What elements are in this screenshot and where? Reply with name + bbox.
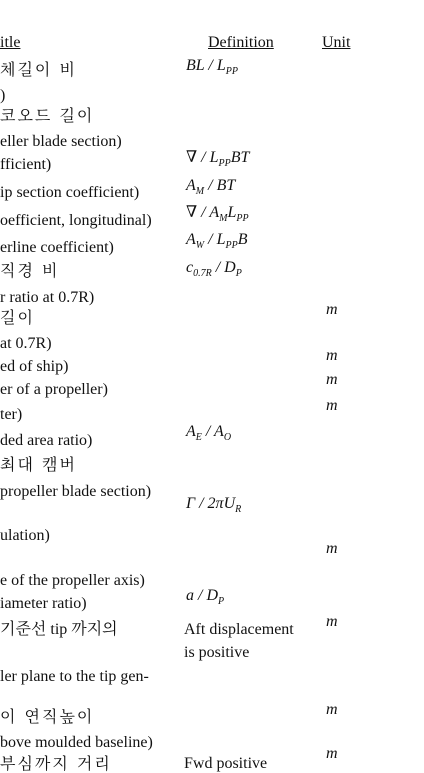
definition-main: Γ / 2πU bbox=[186, 495, 236, 512]
definition-bl-lpp bbox=[186, 58, 238, 77]
definition-tail: / BT bbox=[204, 177, 236, 194]
definition-area-ratio bbox=[186, 424, 231, 443]
definition-subscript: PP bbox=[225, 240, 238, 252]
definition-subscript: P bbox=[235, 268, 242, 280]
row-text: at 0.7R) bbox=[0, 335, 52, 352]
definition-subscript: PP bbox=[218, 158, 231, 170]
definition-main: ∇ / L bbox=[186, 149, 219, 166]
header-unit: Unit bbox=[322, 34, 351, 51]
row-text: ed of ship) bbox=[0, 358, 69, 375]
row-text: eller blade section) bbox=[0, 133, 122, 150]
row-text: ulation) bbox=[0, 527, 50, 544]
row-text: ler plane to the tip gen- bbox=[0, 668, 149, 685]
definition-tail: BT bbox=[230, 149, 250, 166]
definition-chord-ratio bbox=[186, 260, 242, 279]
row-text: iameter ratio) bbox=[0, 595, 87, 612]
definition-main: a / D bbox=[186, 587, 218, 604]
unit-m: m bbox=[326, 301, 338, 318]
unit-m: m bbox=[326, 613, 338, 630]
definition-hub-ratio bbox=[186, 588, 224, 607]
row-text: 최대 캠버 bbox=[0, 455, 77, 474]
row-text: 체길이 비 bbox=[0, 60, 77, 79]
definition-subscript: 0.7R bbox=[193, 268, 212, 280]
definition-circulation bbox=[186, 496, 241, 515]
unit-m: m bbox=[326, 397, 338, 414]
unit-m: m bbox=[326, 745, 338, 762]
row-text: 이 연직높이 bbox=[0, 707, 95, 726]
definition-main: BL / L bbox=[186, 57, 226, 74]
definition-subscript: E bbox=[195, 432, 202, 444]
definition-tail: / D bbox=[211, 259, 236, 276]
definition-main: A bbox=[186, 423, 196, 440]
row-text: ded area ratio) bbox=[0, 432, 93, 449]
definition-subscript: P bbox=[218, 596, 225, 608]
row-text: er of a propeller) bbox=[0, 381, 108, 398]
definition-fwd-positive: Fwd positive bbox=[184, 755, 268, 772]
definition-tail: / L bbox=[204, 231, 226, 248]
definition-subscript: W bbox=[195, 240, 205, 252]
definition-subscript: R bbox=[235, 504, 242, 516]
row-text: ) bbox=[0, 87, 6, 104]
row-text: fficient) bbox=[0, 156, 52, 173]
row-text: 부심까지 거리 bbox=[0, 754, 112, 773]
unit-m: m bbox=[326, 347, 338, 364]
definition-tail: B bbox=[237, 231, 248, 248]
row-text: oefficient, longitudinal) bbox=[0, 212, 152, 229]
definition-tail: / A bbox=[201, 423, 224, 440]
unit-m: m bbox=[326, 371, 338, 388]
definition-subscript: M bbox=[219, 213, 228, 225]
definition-main: A bbox=[186, 231, 196, 248]
definition-cp bbox=[186, 205, 249, 224]
definition-subscript: O bbox=[223, 432, 232, 444]
definition-cm bbox=[186, 178, 235, 197]
definition-aft-displacement: Aft displacement bbox=[184, 621, 294, 638]
definition-cb bbox=[186, 150, 249, 169]
definition-is-positive: is positive bbox=[184, 644, 250, 661]
definition-main: ∇ / A bbox=[186, 204, 220, 221]
row-text: 길이 bbox=[0, 308, 35, 327]
row-text: 직경 비 bbox=[0, 261, 60, 280]
row-text: e of the propeller axis) bbox=[0, 572, 145, 589]
row-text: propeller blade section) bbox=[0, 483, 152, 500]
row-text: ip section coefficient) bbox=[0, 184, 140, 201]
row-text: bove moulded baseline) bbox=[0, 734, 153, 751]
row-text: erline coefficient) bbox=[0, 239, 114, 256]
definition-subscript: PP bbox=[236, 213, 249, 225]
unit-m: m bbox=[326, 701, 338, 718]
definition-main: A bbox=[186, 177, 196, 194]
definition-subscript: PP bbox=[225, 66, 238, 78]
header-definition: Definition bbox=[208, 34, 274, 51]
unit-m: m bbox=[326, 540, 338, 557]
definition-tail: L bbox=[227, 204, 237, 221]
row-text: r ratio at 0.7R) bbox=[0, 289, 95, 306]
definition-main: c bbox=[186, 259, 194, 276]
header-title: itle bbox=[0, 34, 21, 51]
row-text: 코오드 길이 bbox=[0, 106, 95, 125]
definition-subscript: M bbox=[195, 186, 205, 198]
definition-cwp bbox=[186, 232, 247, 251]
row-text: 기준선 tip 까지의 bbox=[0, 621, 118, 638]
row-text: ter) bbox=[0, 406, 23, 423]
